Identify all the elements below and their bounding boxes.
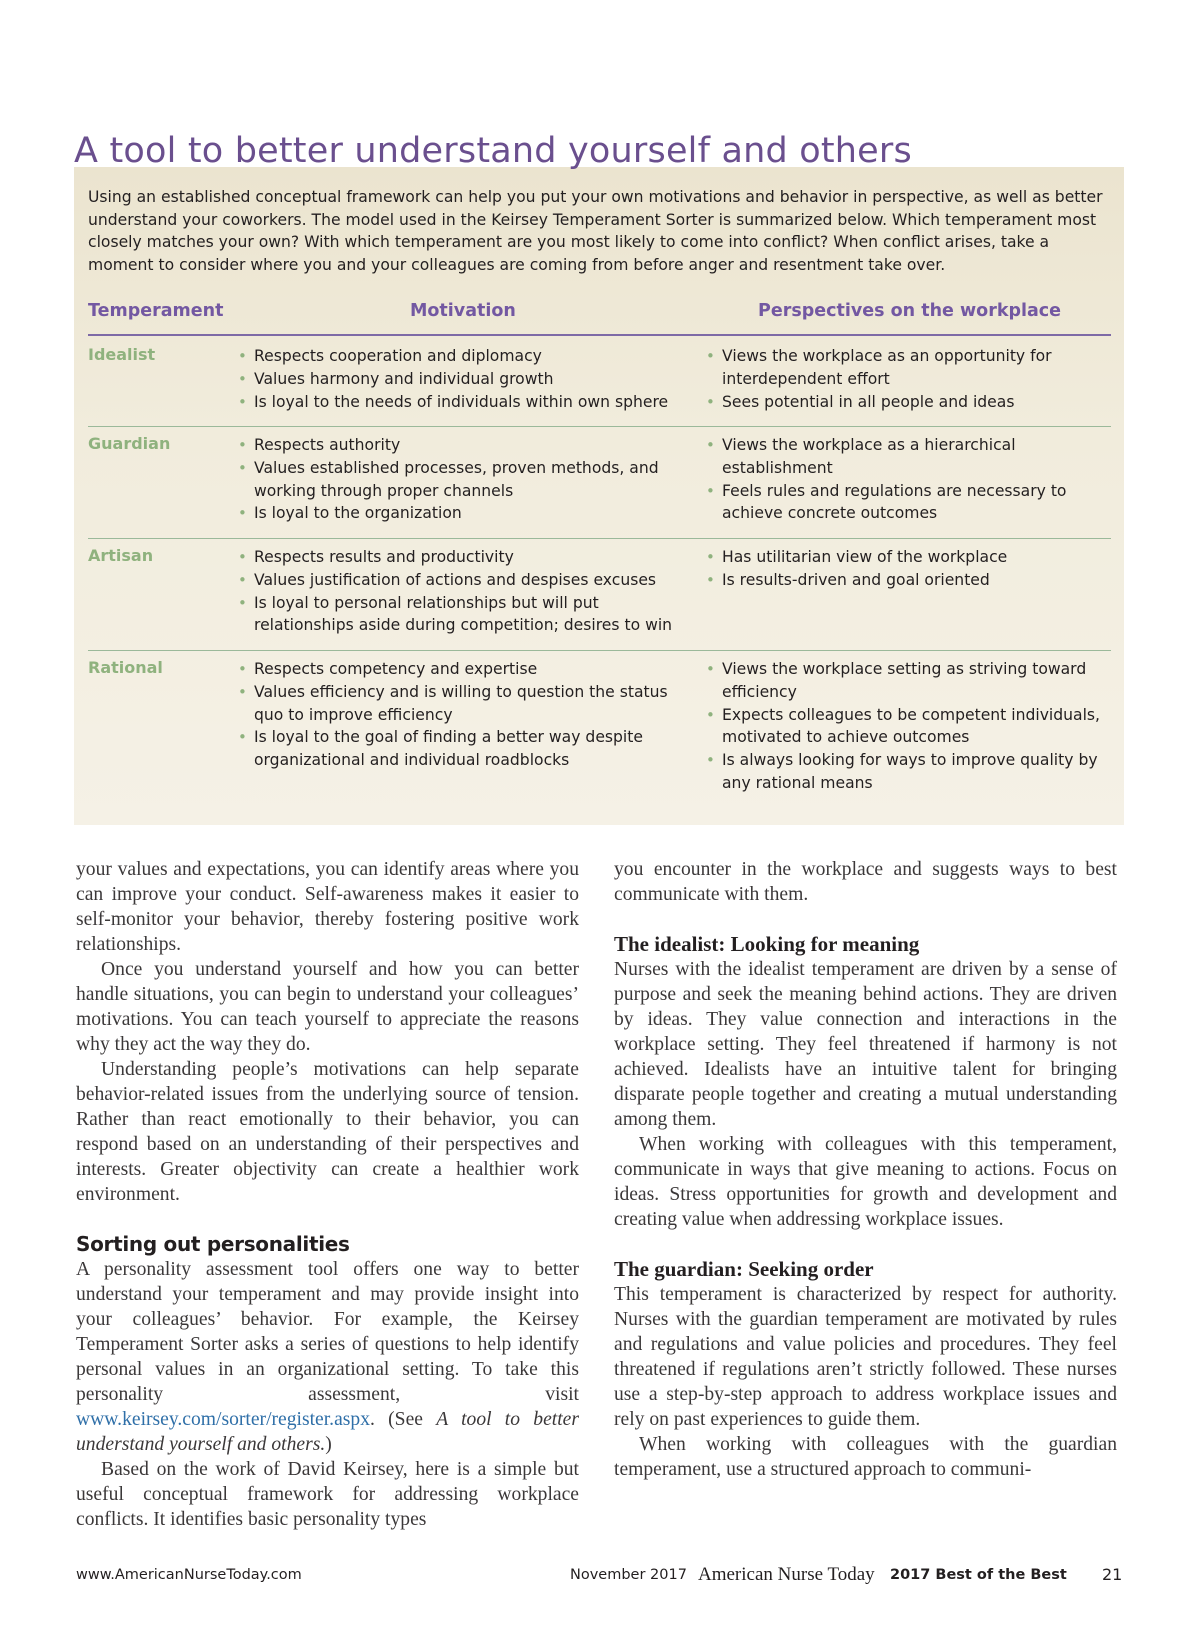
page-number: 21 [1102, 1565, 1123, 1584]
header-motivation: Motivation [410, 301, 516, 321]
row-artisan-name: Artisan [88, 546, 154, 565]
header-temperament: Temperament [88, 301, 224, 321]
keirsey-link[interactable]: www.keirsey.com/sorter/register.aspx [76, 1409, 371, 1430]
footer-date: November 2017 [570, 1567, 687, 1583]
paragraph [76, 1257, 579, 1457]
row-idealist-perspectives [706, 345, 1121, 413]
paragraph-text: A personality assessment tool offers one way to better understand your temperament and may provide insight into your colleagues’ behavior. For example, the Keirsey Temperament Sorter asks a series of questions to help identify personal values in an organizational setting. To take this personality assessment, visit [76, 1259, 579, 1405]
footer-issue: 2017 Best of the Best [890, 1567, 1067, 1583]
row-guardian-perspectives [706, 434, 1121, 525]
row-artisan-motivation [238, 546, 688, 637]
row-guardian-motivation [238, 434, 688, 525]
section-heading-sorting: Sorting out personalities [76, 1232, 350, 1256]
sidebar-title: A tool to better understand yourself and others [74, 131, 912, 171]
section-heading-guardian: The guardian: Seeking order [614, 1257, 874, 1281]
row-divider [88, 650, 1111, 651]
list-item: • Is loyal to the organization [238, 502, 688, 525]
row-guardian-name: Guardian [88, 434, 171, 453]
list-item: • Is loyal to the needs of individuals within own sphere [238, 391, 688, 414]
paragraph: When working with colleagues with this temperament, communicate in ways that give meaning to actions. Focus on ideas. Stress opportunities for growth and development and creating value when addressing workplace issues. [614, 1134, 1117, 1230]
paragraph: Once you understand yourself and how you can better handle situations, you can begin to understand your colleagues’ motivations. You can teach yourself to appreciate the reasons why they act the way they do. [76, 959, 579, 1055]
header-perspectives: Perspectives on the workplace [758, 301, 1062, 321]
list-item: • Values justification of actions and despises excuses [238, 569, 688, 592]
list-item: • Is loyal to personal relationships but will put relationships aside during competition; desires to win [238, 592, 688, 638]
sidebar-reference: A tool to better understand yourself and others. [76, 1409, 579, 1455]
paragraph-text: ) [325, 1434, 332, 1455]
list-item: • Views the workplace as a hierarchical establishment [706, 434, 1121, 480]
list-item: • Respects results and productivity [238, 546, 688, 569]
paragraph: you encounter in the workplace and suggests ways to best communicate with them. [614, 859, 1117, 905]
list-item: • Values efficiency and is willing to question the status quo to improve efficiency [238, 681, 688, 727]
paragraph: Based on the work of David Keirsey, here is a simple but useful conceptual framework for addressing workplace conflicts. It identifies basic personality types [76, 1459, 579, 1530]
article-right-column [614, 857, 1117, 1482]
list-item: • Expects colleagues to be competent individuals, motivated to achieve outcomes [706, 704, 1121, 750]
list-item: • Values harmony and individual growth [238, 368, 688, 391]
list-item: • Is results-driven and goal oriented [706, 569, 1121, 592]
row-rational-motivation [238, 658, 688, 772]
list-item: • Values established processes, proven methods, and working through proper channels [238, 457, 688, 503]
row-rational-name: Rational [88, 658, 163, 677]
row-idealist-name: Idealist [88, 345, 156, 364]
row-artisan-perspectives [706, 546, 1121, 592]
section-heading-idealist: The idealist: Looking for meaning [614, 932, 920, 956]
list-item: • Respects authority [238, 434, 688, 457]
paragraph: Understanding people’s motivations can help separate behavior-related issues from the underlying source of tension. Rather than react emotionally to their behavior, you can respond based on an understanding of their perspectives and interests. Greater objectivity can create a healthier work environment. [76, 1059, 579, 1205]
sidebar-intro: Using an established conceptual framework can help you put your own motivations and behavior in perspective, as well as better understand your coworkers. The model used in the Keirsey Temperament Sorter is summarized below. Which temperament most closely matches your own? With which temperament are you most likely to come into conflict? When conflict arises, take a moment to consider where you and your colleagues are coming from before anger and resentment take over. [88, 188, 1103, 274]
paragraph: When working with colleagues with the guardian temperament, use a structured approach to communi- [614, 1434, 1117, 1480]
row-divider [88, 426, 1111, 427]
article-left-column [76, 857, 579, 1532]
list-item: • Feels rules and regulations are necessary to achieve concrete outcomes [706, 480, 1121, 526]
list-item: • Respects competency and expertise [238, 658, 688, 681]
paragraph-text: . (See [370, 1409, 437, 1430]
row-idealist-motivation [238, 345, 688, 413]
list-item: • Is loyal to the goal of finding a better way despite organizational and individual roadblocks [238, 726, 688, 772]
list-item: • Views the workplace setting as striving toward efficiency [706, 658, 1121, 704]
list-item: • Views the workplace as an opportunity for interdependent effort [706, 345, 1121, 391]
header-rule [88, 334, 1111, 336]
paragraph: Nurses with the idealist temperament are driven by a sense of purpose and seek the meaning behind actions. They are driven by ideas. They value connection and interactions in the workplace setting. They feel threatened if harmony is not achieved. Idealists have an intuitive talent for bringing disparate people together and creating a mutual understanding among them. [614, 959, 1117, 1130]
list-item: • Is always looking for ways to improve quality by any rational means [706, 749, 1121, 795]
list-item: • Has utilitarian view of the workplace [706, 546, 1121, 569]
footer-publication: American Nurse Today [698, 1564, 875, 1585]
paragraph: your values and expectations, you can identify areas where you can improve your conduct. Self-awareness makes it easier to self-monitor your behavior, thereby fostering positive work relationships. [76, 859, 579, 955]
row-rational-perspectives [706, 658, 1121, 795]
footer-website-link[interactable]: www.AmericanNurseToday.com [76, 1567, 302, 1583]
list-item: • Respects cooperation and diplomacy [238, 345, 688, 368]
row-divider [88, 538, 1111, 539]
list-item: • Sees potential in all people and ideas [706, 391, 1121, 414]
paragraph: This temperament is characterized by respect for authority. Nurses with the guardian temperament are motivated by rules and regulations and value policies and procedures. They feel threatened if regulations aren’t strictly followed. These nurses use a step-by-step approach to address workplace issues and rely on past experiences to guide them. [614, 1284, 1117, 1430]
